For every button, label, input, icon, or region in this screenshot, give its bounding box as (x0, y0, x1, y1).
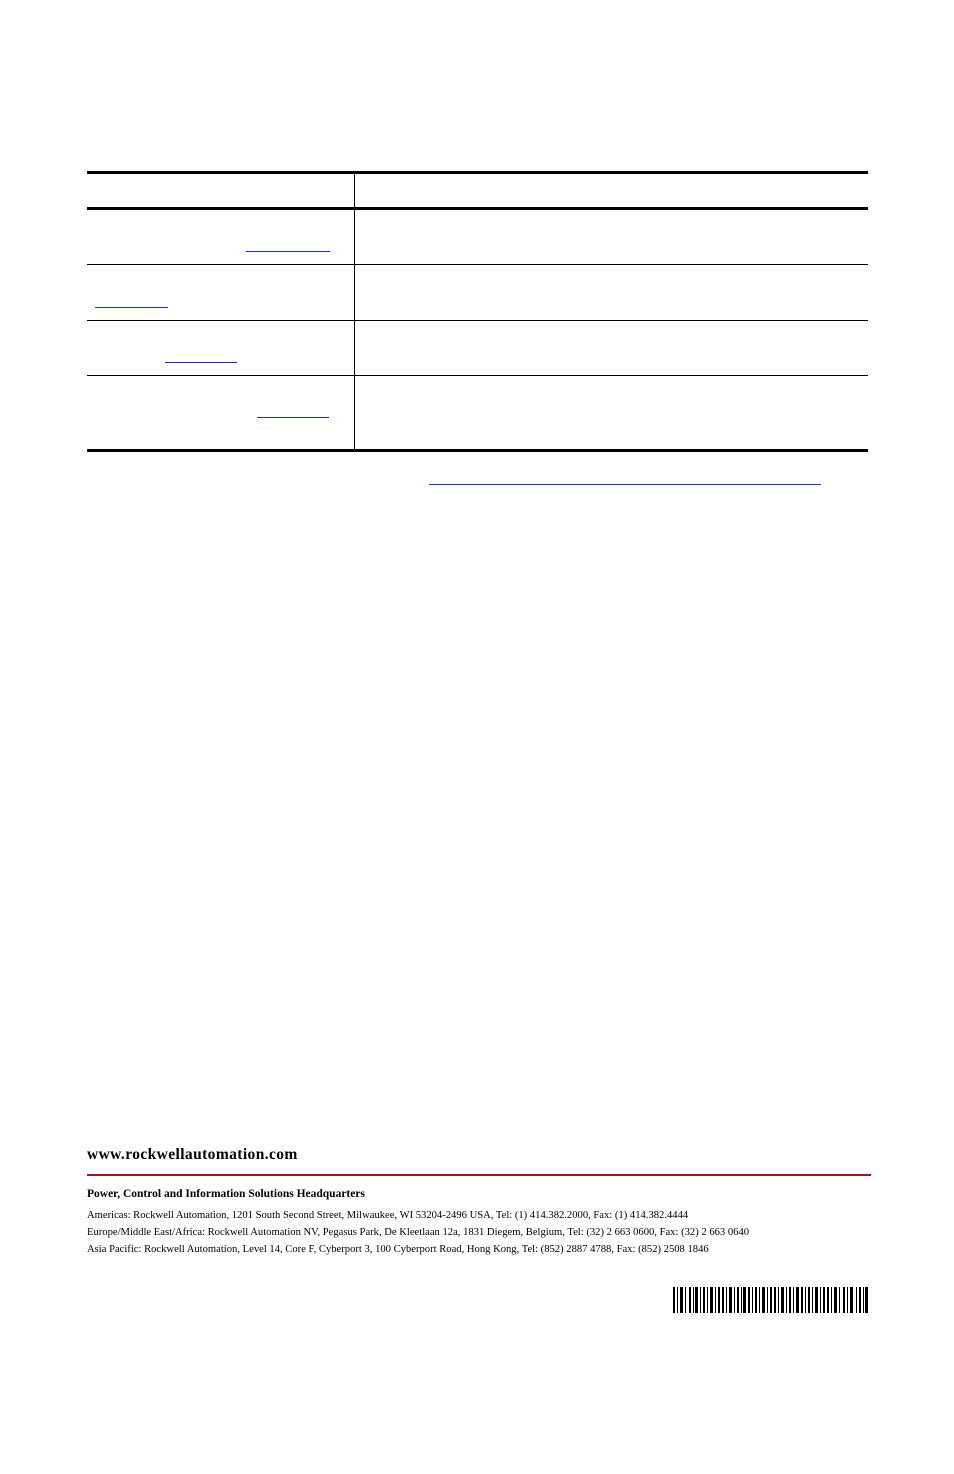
table-row-link[interactable] (257, 417, 329, 418)
table-bottom-rule (87, 449, 868, 452)
table-column-divider (354, 171, 355, 452)
brand-divider (87, 1174, 871, 1176)
resource-table (87, 171, 868, 452)
table-header-rule (87, 207, 868, 210)
hq-title: Power, Control and Information Solutions Headquarters (87, 1188, 365, 1200)
table-row-link[interactable] (165, 362, 237, 363)
website-url[interactable]: www.rockwellautomation.com (87, 1146, 298, 1163)
table-top-rule (87, 171, 868, 174)
address-emea: Europe/Middle East/Africa: Rockwell Automation NV, Pegasus Park, De Kleetlaan 12a, 1831 Diegem, Belgium, Tel: (32) 2 663 0600, Fax: (32) 2 663 0640 (87, 1227, 750, 1238)
table-row-divider (87, 264, 868, 265)
table-row-link[interactable] (95, 307, 168, 308)
literature-library-link[interactable] (429, 484, 821, 485)
table-row-divider (87, 375, 868, 376)
barcode-icon (673, 1287, 868, 1313)
address-asia-pacific: Asia Pacific: Rockwell Automation, Level 14, Core F, Cyberport 3, 100 Cyberport Road, Hong Kong, Tel: (852) 2887 4788, Fax: (852) 2508 1846 (87, 1244, 709, 1255)
table-row-divider (87, 320, 868, 321)
address-americas: Americas: Rockwell Automation, 1201 South Second Street, Milwaukee, WI 53204-2496 USA, Tel: (1) 414.382.2000, Fax: (1) 414.382.4444 (87, 1210, 689, 1221)
table-row-link[interactable] (246, 251, 330, 252)
